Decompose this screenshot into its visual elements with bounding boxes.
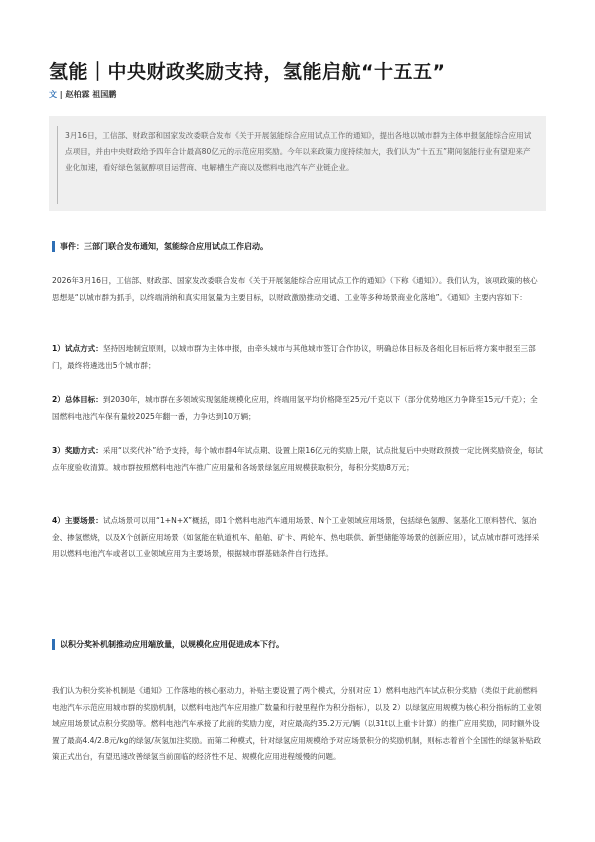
section-heading-credit-mechanism: 以积分奖补机制推动应用端放量，以规模化应用促进成本下行。 (52, 639, 284, 650)
list-item-reward-method (52, 443, 544, 476)
list-item-text: 试点场景可以用“1+N+X”概括，即1个燃料电池汽车通用场景、N个工业领域应用场景，包括绿色氢醇、氢基化工原料替代、氢冶金、掺氢燃烧，以及X个创新应用场景（如氢能在轨道机车、船舶、矿卡、两轮车、热电联供、新型储能等场景的创新应用），试点城市群可选择采用以燃料电池汽车或者以工业领域应用为主要场景，根据城市群基础条件自行选择。 (52, 516, 540, 558)
event-intro-paragraph: 2026年3月16日，工信部、财政部、国家发改委联合发布《关于开展氢能综合应用试点工作的通知》（下称《通知》）。我们认为，该项政策的核心思想是“以城市群为抓手，以终端消纳和真实用氢量为主要目标，以财政激励推动交通、工业等多种场景商业化落地”。《通知》主要内容如下： (52, 276, 538, 302)
byline (49, 89, 116, 100)
list-item-text: 采用“以奖代补”给予支持，每个城市群4年试点期、设置上限16亿元的奖励上限，试点批复后中央财政预拨一定比例奖励资金，每试点年度验收清算。城市群按照燃料电池汽车推广应用量和各场景绿氢应用规模获取积分，每积分奖励8万元； (52, 446, 543, 472)
byline-authors: | 赵柏霖 祖国鹏 (59, 90, 117, 99)
page-title: 氢能｜中央财政奖励支持，氢能启航“十五五” (49, 61, 446, 83)
credit-mechanism-paragraph: 我们认为积分奖补机制是《通知》工作落地的核心驱动力，补贴主要设置了两个模式，分别对应 1）燃料电池汽车试点积分奖励（类似于此前燃料电池汽车示范应用城市群的奖励机制，以燃料电池汽车应用推广数量和行驶里程作为积分指标），以及 2）以绿氢应用规模为核心积分指标的工业领域应用场景试点积分奖励等。燃料电池汽车承接了此前的奖励力度，对应最高约35.2万元/辆（以31t以上重卡计算）的推广应用奖励，同时额外设置了最高4.4/2.8元/kg的绿氢/灰氢加注奖励。而第二种模式，针对绿氢应用规模给予对应场景积分的奖励机制，则标志着首个全国性的绿氢补贴政策正式出台，有望迅速改善绿氢当前面临的经济性不足、规模化应用进程缓慢的问题。 (52, 686, 542, 761)
byline-prefix: 文 (49, 90, 57, 99)
list-item-label: 1）试点方式： (52, 344, 103, 353)
section-heading-event: 事件：三部门联合发布通知，氢能综合应用试点工作启动。 (52, 241, 268, 252)
list-item-label: 4）主要场景： (52, 516, 103, 525)
list-item-text: 到2030年，城市群在多领域实现氢能规模化应用，终端用氢平均价格降至25元/千克以下（部分优势地区力争降至15元/千克）；全国燃料电池汽车保有量较2025年翻一番，力争达到10万辆； (52, 395, 538, 421)
summary-box (49, 116, 546, 211)
list-item-text: 坚持因地制宜原则，以城市群为主体申报，由牵头城市与其他城市签订合作协议，明确总体目标及各组化目标后将方案申报至三部门，最终将遴选出5个城市群； (52, 344, 536, 370)
list-item-pilot-method (52, 341, 544, 374)
summary-quote-bar (57, 126, 58, 204)
list-item-main-scenarios (52, 513, 544, 563)
summary-text: 3月16日，工信部、财政部和国家发改委联合发布《关于开展氢能综合应用试点工作的通知》，提出各地以城市群为主体申报氢能综合应用试点项目，并由中央财政给予四年合计最高80亿元的示范应用奖励。今年以来政策力度持续加大，我们认为“十五五”期间氢能行业有望迎来产业化加速，看好绿色氢氨醇项目运营商、电解槽生产商以及燃料电池汽车产业链企业。 (65, 131, 532, 173)
list-item-label: 3）奖励方式： (52, 446, 103, 455)
list-item-overall-goal (52, 392, 544, 425)
list-item-label: 2）总体目标： (52, 395, 103, 404)
